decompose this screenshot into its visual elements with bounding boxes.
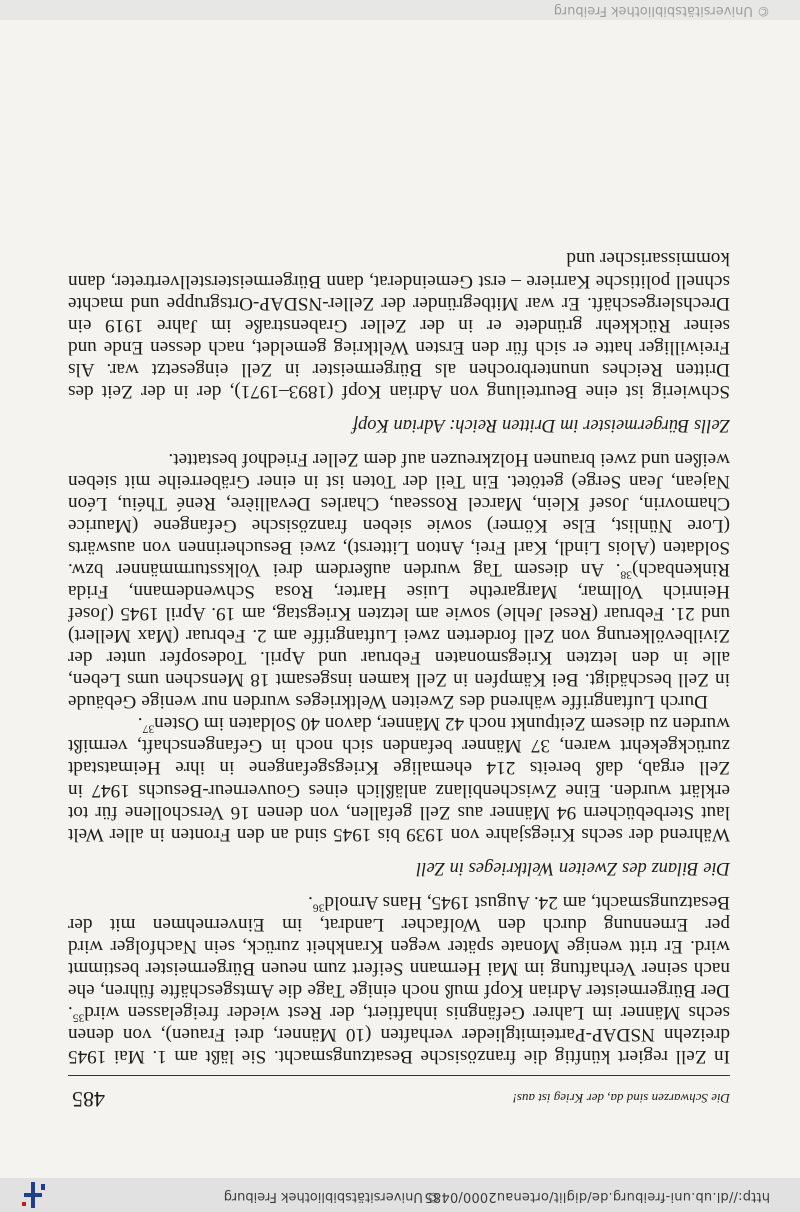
page-number: 485 — [72, 1087, 105, 1112]
running-head: Die Schwarzen sind da, der Krieg ist aus! — [512, 1091, 730, 1106]
footnote-ref: 38 — [620, 568, 632, 581]
top-banner — [0, 1178, 800, 1212]
scanned-page — [68, 247, 730, 1116]
section-heading-mayor: Zells Bürgermeister im Dritten Reich: Adrian Kopf — [352, 414, 730, 435]
paragraph-war-dead: Während der sechs Kriegsjahre von 1939 bis 1945 sind an den Fronten in aller Welt laut Sterbebüchern 94 Männer aus Zell gefallen, von denen 16 Verschollene für tot erklärt wurden. Eine Zwischenbilanz anläßlich eines Gouverneur-Besuchs 1947 in Zell ergab, daß bereits 214 ehemalige Kriegsgefangene in ihre Heimatstadt zurückgekehrt waren, 37 Männer befanden sich noch in Gefangenschaft, vermißt wurden zu diesem Zeitpunkt noch 42 Männer, davon 40 Soldaten im Osten$^{37}$. — [68, 713, 730, 845]
footnote-ref: 36 — [312, 901, 325, 914]
bottom-banner — [0, 0, 800, 20]
paragraph-occupation: In Zell regiert künftig die französische Besatzungsmacht. Sie läßt am 1. Mai 1945 dreizehn NSDAP-Parteimitglieder verhaften (10 Männer, drei Frauen), von denen sechs Männer im Lahrer Gefängnis inhaftiert, der Rest wieder freigelassen wird$^{35}$. Der Bürgermeister Adrian Kopf muß noch einige Tage die Amtsgeschäfte führen, ehe nach seiner Verhaftung im Mai Hermann Seifert zum neuen Bürgermeister bestimmt wird. Er tritt wenige Monate später wegen Krankheit zurück, sein Nachfolger wird per Ernennung durch den Wolfacher Landrat, im Einvernehmen mit der Besatzungsmacht, am 24. August 1945, Hans Arnold$^{36}$. — [68, 891, 730, 1067]
university-logo-icon — [18, 1180, 48, 1210]
footnote-ref: 35 — [72, 1011, 85, 1024]
footnote-ref: 37 — [142, 722, 155, 735]
paragraph-air-raids: Durch Luftangriffe während des Zweiten Weltkrieges wurden nur wenige Gebäude in Zell beschädigt. Bei Kämpfen in Zell kamen insgesamt 18 Menschen ums Leben, alle in den letzten Kriegsmonaten Februar und April. Todesopfer unter der Zivilbevölkerung von Zell forderten zwei Luftangriffe am 2. Februar (Max Mellert) und 21. Februar (Resel Jehle) sowie am letzten Kriegstag, am 19. April 1945 (Josef Heinrich Vollmar, Margarethe Luise Harter, Rosa Schwendemann, Frida Rinkenbach)$^{38}$. An diesem Tag wurden außerdem drei Volkssturmmänner bzw. Soldaten (Alois Lindl, Karl Frei, Anton Litterst), zwei Besucherinnen von auswärts (Lore Nünlist, Else Körner) sowie sieben französische Gefangene (Maurice Chamovrin, Josef Klein, Marcel Rosseau, Charles Devallière, René Théiu, Léon Najean, Jean Serge) getötet. Ein Teil der Toten ist in einer Gräberreihe mit sieben weißen und zwei braunen Holzkreuzen auf dem Zeller Friedhof bestattet. — [68, 448, 730, 713]
library-credit-footer: © Universitätsbibliothek Freiburg — [553, 3, 770, 18]
library-credit: © Universitätsbibliothek Freiburg — [223, 1189, 440, 1204]
page-header — [68, 1075, 730, 1116]
article-body — [68, 247, 730, 1067]
paragraph-adrian-kopf: Schwierig ist eine Beurteilung von Adrian Kopf (1893–1971), der in der Zeit des Dritten Reiches ununterbrochen als Bürgermeister in Zell eingesetzt war. Als Freiwilliger hatte er sich für den Ersten Weltkrieg gemeldet, nach dessen Ende und seiner Rückkehr gründete er in der Zeller Grabenstraße im Jahre 1919 ein Drechslergeschäft. Er war Mitbegründer der Zeller-NSDAP-Ortsgruppe und machte schnell politische Karriere – erst Gemeinderat, dann Bürgermeisterstellvertreter, dann kommissarischer und — [68, 248, 730, 402]
source-url-link[interactable]: http://dl.ub.uni-freiburg.de/diglit/ortenau2000/0485 — [424, 1189, 770, 1204]
section-heading-bilanz: Die Bilanz des Zweiten Weltkrieges in Zell — [416, 857, 730, 878]
